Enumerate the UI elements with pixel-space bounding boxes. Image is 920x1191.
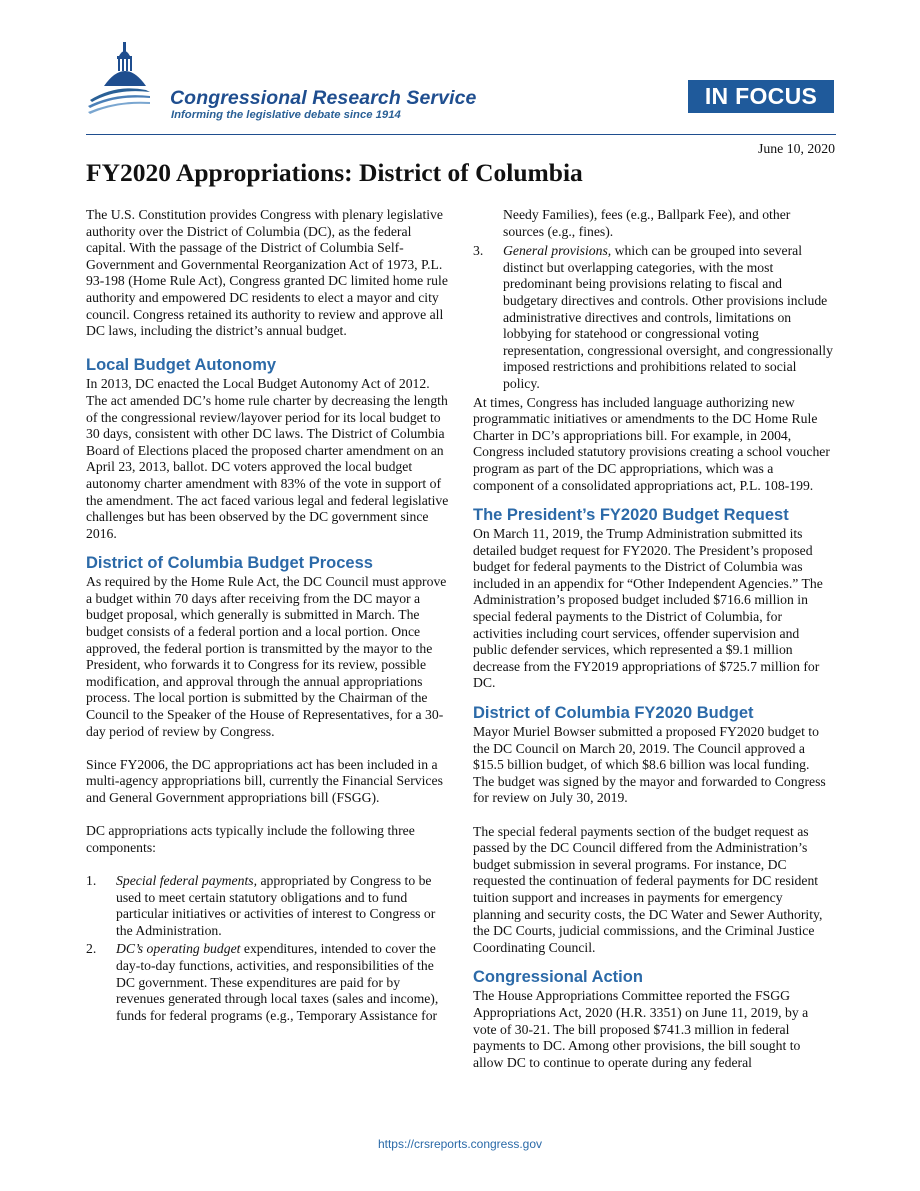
org-name: Congressional Research Service bbox=[170, 87, 477, 109]
heading-dc-fy2020-budget: District of Columbia FY2020 Budget bbox=[473, 704, 754, 723]
in-focus-badge: IN FOCUS bbox=[688, 80, 834, 113]
components-list-continued bbox=[473, 243, 833, 392]
org-tagline: Informing the legislative debate since 1914 bbox=[171, 109, 401, 121]
dc-budget-paragraph-2: The special federal payments section of the budget request as passed by the DC Council differed from the Administration’s budget submission in several programs. For instance, DC requested the continuation of federal payments for DC resident tuition support and increases in payments for emergency planning and security costs, the DC Water and Sewer Authority, the DC Courts, judicial commissions, and the Criminal Justice Coordinating Council. bbox=[473, 823, 823, 955]
right-column bbox=[473, 207, 833, 1071]
capitol-dome-logo-icon bbox=[86, 40, 166, 120]
intro-paragraph: The U.S. Constitution provides Congress with plenary legislative authority over the District of Columbia (DC), as the federal capital. With the passage of the District of Columbia Self-Government and Governmental Reorganization Act of 1973, P.L. 93-198 (Home Rule Act), Congress granted DC limited home rule authority and empowered DC residents to elect a mayor and city council. Congress retained its authority to review and approve all DC laws, including the district’s annual budget. bbox=[86, 207, 448, 339]
publication-date: June 10, 2020 bbox=[757, 141, 835, 156]
at-times-paragraph: At times, Congress has included language authorizing new programmatic initiatives or amendments to the DC Home Rule Charter in DC’s appropriations bill. For example, in 2004, Congress included statutory provisions creating a school voucher program as part of the DC appropriations, which was a component of a consolidated appropriations act, P.L. 108-199. bbox=[473, 394, 830, 493]
footer-url-link[interactable]: https://crsreports.congress.gov bbox=[377, 1137, 543, 1151]
dc-budget-paragraph-1: Mayor Muriel Bowser submitted a proposed FY2020 budget to the DC Council on March 20, 2019. The Council approved a $15.5 billion budget, of which $8.6 billion was local funding. The budget was signed by the mayor and forwarded to Congress for review on July 30, 2019. bbox=[473, 724, 826, 806]
components-list bbox=[86, 873, 450, 1024]
list-item bbox=[86, 873, 450, 939]
list-item-number: 2. bbox=[86, 941, 97, 957]
list-item-text: appropriated by Congress to be used to meet certain statutory obligations and to fund particular initiatives or activities of interest to Congress or the Administration. bbox=[116, 872, 436, 938]
heading-budget-process: District of Columbia Budget Process bbox=[86, 554, 373, 573]
list-item bbox=[473, 243, 833, 392]
left-column bbox=[86, 207, 450, 1026]
process-paragraph-2: Since FY2006, the DC appropriations act has been included in a multi-agency appropriations bill, currently the Financial Services and General Government appropriations bill (FSGG). bbox=[86, 756, 443, 805]
list-item-continuation: Needy Families), fees (e.g., Ballpark Fee), and other sources (e.g., fines). bbox=[503, 207, 791, 239]
list-item-term: General provisions, bbox=[503, 243, 612, 259]
process-paragraph-1: As required by the Home Rule Act, the DC Council must approve a budget within 70 days after receiving from the DC mayor a budget proposal, which generally is submitted in March. The budget consists of a federal portion and a local portion. Once approved, the federal portion is transmitted by the mayor to the President, who forwards it to Congress for its review, possible modification, and approval through the annual appropriations process. The local portion is submitted by the Chairman of the Council to the Speaker of the House of Representatives, for a 30-day period of review by Congress. bbox=[86, 574, 447, 739]
list-item-number: 3. bbox=[473, 243, 484, 259]
president-paragraph: On March 11, 2019, the Trump Administration submitted its detailed budget request for FY2020. The President’s proposed budget for federal payments to the District of Columbia was included in an appendix for “Other Independent Agencies.” The Administration’s proposed budget included $716.6 million in special federal payments to the District of Columbia, for activities including court services, offender supervision and public defender services, which represented a $9.1 million decrease from the FY2019 appropriations of $725.7 million for DC. bbox=[473, 526, 823, 691]
list-item bbox=[86, 941, 450, 1024]
document-title: FY2020 Appropriations: District of Columbia bbox=[86, 158, 583, 187]
process-paragraph-3: DC appropriations acts typically include the following three components: bbox=[86, 823, 415, 855]
autonomy-paragraph: In 2013, DC enacted the Local Budget Autonomy Act of 2012. The act amended DC’s home rule charter by decreasing the length of the congressional review/layover period for its local budget to 30 days, consistent with other DC laws. The District of Columbia Board of Elections placed the proposed charter amendment on an April 23, 2013, ballot. DC voters approved the local budget autonomy charter amendment with 83% of the vote in support of the amendment. The act faced various legal and federal legislative challenges but has been observed by the DC government since 2016. bbox=[86, 376, 449, 541]
list-item-text: expenditures, intended to cover the day-to-day functions, activities, and responsibilities of the DC government. These expenditures are paid for by revenues generated through local taxes (sales and income), funds for federal programs (e.g., Temporary Assistance for bbox=[116, 941, 439, 1023]
list-item-number: 1. bbox=[86, 872, 97, 888]
heading-local-budget-autonomy: Local Budget Autonomy bbox=[86, 356, 277, 375]
header-rule bbox=[86, 134, 836, 135]
list-item-text: which can be grouped into several distinct but overlapping categories, with the most predominant being provisions relating to fiscal and budgetary directives and controls. Other provisions include administrative directives and controls, limitations on lobbying for statehood or congressional voting representation, congressional oversight, and congressionally imposed restrictions and prohibitions related to social policy. bbox=[503, 243, 833, 391]
heading-congressional-action: Congressional Action bbox=[473, 968, 643, 987]
congress-paragraph: The House Appropriations Committee reported the FSGG Appropriations Act, 2020 (H.R. 3351) on June 11, 2019, by a vote of 30-21. The bill proposed $741.3 million in federal payments to DC. Among other provisions, the bill sought to allow DC to continue to operate during any federal bbox=[473, 988, 809, 1070]
heading-president-budget-request: The President’s FY2020 Budget Request bbox=[473, 506, 789, 525]
list-item-term: Special federal payments, bbox=[116, 872, 258, 888]
list-item-term: DC’s operating budget bbox=[116, 941, 241, 957]
